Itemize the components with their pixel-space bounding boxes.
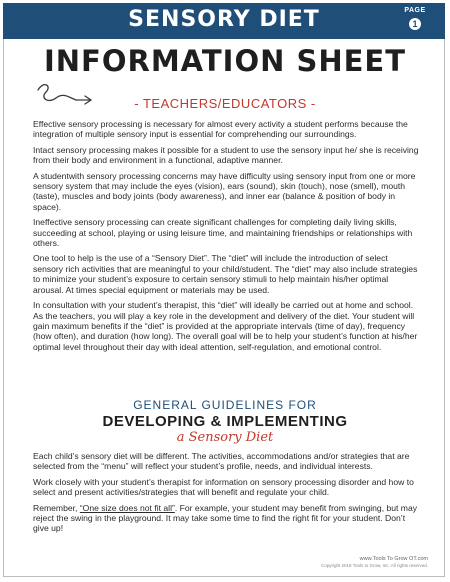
paragraph: In consultation with your student’s therapist, this “diet” will ideally be carried out at home and school. As the teachers, you will play a key role in the development and delivery of the diet. Your student will gain maximum benefits if the “diet” is provided at the appropriate intervals (time of day), frequency (how often), and duration (how long). The overall goal will be to help your student’s function at his/her optimal level throughout their day with ideal attention, self-regulation, and emotional control. <box>33 300 418 352</box>
guidelines-heading-line3: a Sensory Diet <box>176 430 274 445</box>
paragraph: Intact sensory processing makes it possible for a student to use the sensory input he/ she is receiving from their body and environment in a functional, adaptive manner. <box>33 144 419 166</box>
intro-section <box>33 119 419 357</box>
guidelines-section <box>33 451 419 539</box>
guidelines-heading <box>0 398 450 445</box>
guideline-paragraph: Work closely with your student’s therapist for information on sensory processing disorder and how to select and present activities/strategies that will benefit and regulate your child. <box>33 476 414 498</box>
footer-copyright: Copyright 2018 Tools to Grow, Inc. All rights reserved. <box>321 563 428 568</box>
paragraph: Effective sensory processing is necessary for almost every activity a student performs because the integration of multiple sensory input is essential for comprehending our surroundings. <box>33 119 408 140</box>
page-badge <box>395 7 435 32</box>
audience-subtitle: - TEACHERS/EDUCATORS - <box>134 96 316 111</box>
text-span: Remember, <box>33 502 80 513</box>
guidelines-heading-line2: DEVELOPING & IMPLEMENTING <box>102 413 348 430</box>
guidelines-heading-line1: GENERAL GUIDELINES FOR <box>133 398 317 412</box>
guideline-paragraph <box>33 503 419 534</box>
page-number: 1 <box>409 18 421 30</box>
header-band <box>3 3 445 39</box>
main-title: INFORMATION SHEET <box>43 44 407 78</box>
footer-url: www.Tools To Grow OT.com <box>359 556 428 562</box>
guideline-paragraph: Each child’s sensory diet will be different. The activities, accommodations and/or strategies that are selected from the “menu” will reflect your student’s profile, needs, and individual interests. <box>33 451 410 472</box>
text-span: . For example, your student may benefit from swinging, but may reject the swing in the playground. It may take some time to find the right fit for your student. Don’t give up! <box>33 502 418 534</box>
page-label: PAGE <box>404 7 426 14</box>
paragraph: A studentwith sensory processing concerns may have difficulty using sensory input from one or more sensory system that may include the eyes (vision), ears (sound), skin (touch), nose (smell), mouth (taste), muscles and body joints (body awareness), and inner ear (balance & position of body in space). <box>33 170 416 212</box>
underlined-quote: “One size does not fit all” <box>79 502 175 513</box>
header-title: SENSORY DIET <box>128 7 320 32</box>
paragraph: One tool to help is the use of a “Sensory Diet”. The “diet” will include the introduction of select sensory rich activities that are meaningful to your child/student. The “diet” may also include strategies to minimize your student’s exposure to certain sensory stimuli to help maintain his/her optimal arousal. At times special equipment or materials may be used. <box>33 253 418 295</box>
paragraph: Ineffective sensory processing can create significant challenges for completing daily living skills, succeeding at school, playing or using leisure time, and maintaining friendships or relationships with others. <box>33 217 413 249</box>
